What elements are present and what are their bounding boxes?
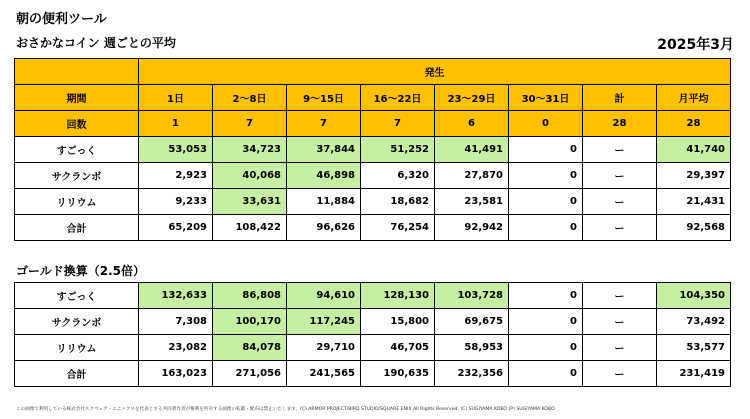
value-cell: ー (583, 283, 657, 309)
row-label: サクランボ (15, 309, 139, 335)
value-cell: 232,356 (435, 361, 509, 387)
value-cell: 21,431 (657, 189, 731, 215)
period-cell: 23〜29日 (435, 85, 509, 111)
total-row (15, 361, 731, 387)
value-cell: 40,068 (213, 163, 287, 189)
value-cell: 103,728 (435, 283, 509, 309)
gold-table (14, 282, 731, 387)
table-row (15, 189, 731, 215)
value-cell: 18,682 (361, 189, 435, 215)
value-cell: 132,633 (139, 283, 213, 309)
value-cell: 15,800 (361, 309, 435, 335)
occurrence-header: 発生 (139, 59, 731, 85)
value-cell: ー (583, 335, 657, 361)
row-label: すごっく (15, 283, 139, 309)
value-cell: 69,675 (435, 309, 509, 335)
table-row (15, 283, 731, 309)
value-cell: 73,492 (657, 309, 731, 335)
gold-section-title: ゴールド換算（2.5倍） (16, 264, 146, 278)
value-cell: 65,209 (139, 215, 213, 241)
app-title: 朝の便利ツール (16, 12, 107, 27)
value-cell: 53,577 (657, 335, 731, 361)
table-row (15, 163, 731, 189)
value-cell: 92,568 (657, 215, 731, 241)
value-cell: 117,245 (287, 309, 361, 335)
period-row (15, 85, 731, 111)
value-cell: 6,320 (361, 163, 435, 189)
value-cell: 0 (509, 137, 583, 163)
period-cell: 月平均 (657, 85, 731, 111)
count-cell: 0 (509, 111, 583, 137)
period-cell: 16〜22日 (361, 85, 435, 111)
value-cell: 128,130 (361, 283, 435, 309)
count-cell: 7 (287, 111, 361, 137)
value-cell: 9,233 (139, 189, 213, 215)
value-cell: 33,631 (213, 189, 287, 215)
value-cell: ー (583, 215, 657, 241)
value-cell: 34,723 (213, 137, 287, 163)
value-cell: ー (583, 137, 657, 163)
value-cell: 41,740 (657, 137, 731, 163)
value-cell: 0 (509, 163, 583, 189)
value-cell: ー (583, 361, 657, 387)
value-cell: 37,844 (287, 137, 361, 163)
value-cell: 0 (509, 283, 583, 309)
value-cell: 0 (509, 189, 583, 215)
value-cell: 241,565 (287, 361, 361, 387)
value-cell: ー (583, 309, 657, 335)
value-cell: 108,422 (213, 215, 287, 241)
value-cell: 11,884 (287, 189, 361, 215)
value-cell: 23,581 (435, 189, 509, 215)
value-cell: 29,710 (287, 335, 361, 361)
row-label: サクランボ (15, 163, 139, 189)
value-cell: 104,350 (657, 283, 731, 309)
value-cell: 7,308 (139, 309, 213, 335)
count-cell: 28 (657, 111, 731, 137)
count-cell: 1 (139, 111, 213, 137)
value-cell: 29,397 (657, 163, 731, 189)
value-cell: 58,953 (435, 335, 509, 361)
table-row (15, 335, 731, 361)
period-cell: 9〜15日 (287, 85, 361, 111)
coin-section-title: おさかなコイン 週ごとの平均 (16, 36, 176, 50)
value-cell: 2,923 (139, 163, 213, 189)
row-label: リリウム (15, 335, 139, 361)
value-cell: 271,056 (213, 361, 287, 387)
header-corner (15, 59, 139, 85)
row-label: 合計 (15, 215, 139, 241)
count-row (15, 111, 731, 137)
period-cell: 計 (583, 85, 657, 111)
value-cell: 53,053 (139, 137, 213, 163)
row-label: リリウム (15, 189, 139, 215)
value-cell: 96,626 (287, 215, 361, 241)
period-cell: 30〜31日 (509, 85, 583, 111)
period-cell: 1日 (139, 85, 213, 111)
value-cell: 0 (509, 361, 583, 387)
value-cell: 94,610 (287, 283, 361, 309)
total-row (15, 215, 731, 241)
table-row (15, 309, 731, 335)
value-cell: ー (583, 163, 657, 189)
month-label: 2025年3月 (657, 37, 734, 53)
value-cell: ー (583, 189, 657, 215)
value-cell: 190,635 (361, 361, 435, 387)
value-cell: 46,705 (361, 335, 435, 361)
count-cell: 28 (583, 111, 657, 137)
value-cell: 163,023 (139, 361, 213, 387)
count-row-label: 回数 (15, 111, 139, 137)
value-cell: 76,254 (361, 215, 435, 241)
value-cell: 0 (509, 335, 583, 361)
count-cell: 6 (435, 111, 509, 137)
value-cell: 41,491 (435, 137, 509, 163)
row-label: 合計 (15, 361, 139, 387)
value-cell: 92,942 (435, 215, 509, 241)
coin-table (14, 58, 731, 241)
value-cell: 46,898 (287, 163, 361, 189)
period-row-label: 期間 (15, 85, 139, 111)
value-cell: 0 (509, 309, 583, 335)
period-cell: 2〜8日 (213, 85, 287, 111)
value-cell: 231,419 (657, 361, 731, 387)
value-cell: 23,082 (139, 335, 213, 361)
count-cell: 7 (361, 111, 435, 137)
value-cell: 84,078 (213, 335, 287, 361)
value-cell: 100,170 (213, 309, 287, 335)
value-cell: 51,252 (361, 137, 435, 163)
value-cell: 27,870 (435, 163, 509, 189)
count-cell: 7 (213, 111, 287, 137)
copyright-footer: この画像で利用している株式会社スクウェア・エニックスを代表とする共同著作者が権利を所有する画像の転載・配布は禁止いたします。(C) ARMOR PROJECT/BIRD STUDIO/SQUARE ENIX All Rights Reserved. (C) SUGIYAMA KOBO (P) SUGIYAMA KOBO (16, 407, 555, 412)
row-label: すごっく (15, 137, 139, 163)
value-cell: 0 (509, 215, 583, 241)
value-cell: 86,808 (213, 283, 287, 309)
table-row (15, 137, 731, 163)
